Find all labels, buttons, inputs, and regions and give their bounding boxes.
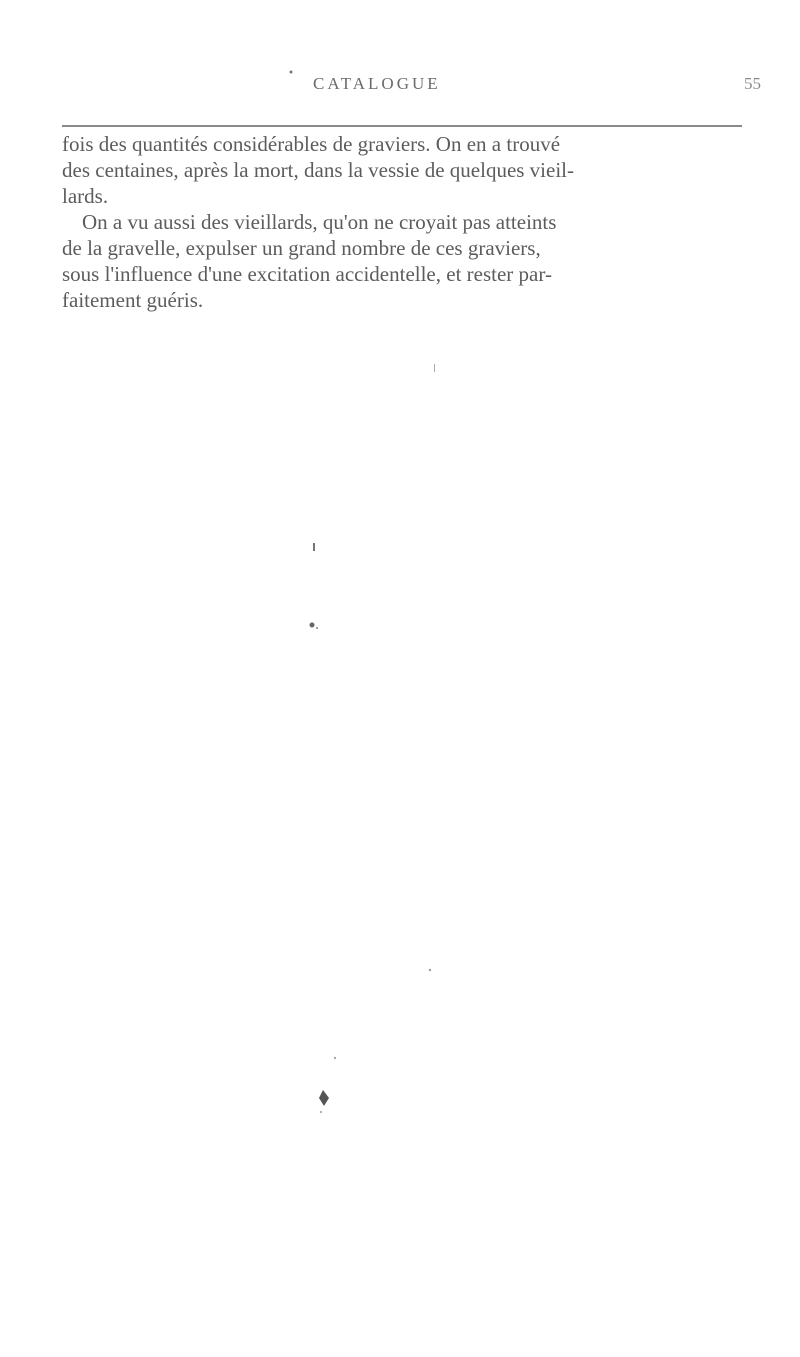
page-number: 55 — [744, 74, 761, 93]
text-line: On a vu aussi des vieillards, qu'on ne croyait pas atteints — [82, 210, 557, 234]
speck — [290, 71, 293, 74]
running-title: CATALOGUE — [313, 74, 441, 93]
speck — [334, 1057, 336, 1059]
speck — [310, 623, 315, 628]
text-line: fois des quantités considérables de graviers. On en a trouvé — [62, 132, 561, 156]
speck — [429, 969, 431, 971]
speck — [434, 364, 435, 372]
text-line: sous l'influence d'une excitation accidentelle, et rester par- — [62, 262, 552, 286]
text-line: de la gravelle, expulser un grand nombre de ces graviers, — [62, 236, 541, 260]
speck — [319, 1090, 329, 1106]
text-line: faitement guéris. — [62, 288, 204, 312]
speck — [316, 627, 318, 629]
text-line: lards. — [62, 184, 109, 208]
speck — [320, 1111, 322, 1113]
text-line: des centaines, après la mort, dans la vessie de quelques vieil- — [62, 158, 574, 182]
speck — [313, 543, 315, 551]
